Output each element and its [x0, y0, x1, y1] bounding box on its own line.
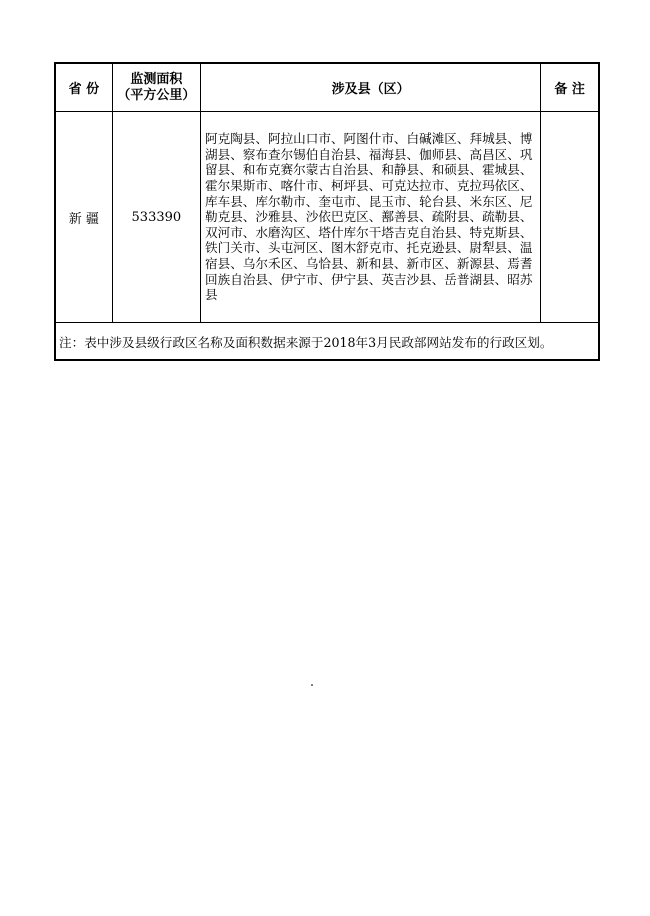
- header-area-line2: （平方公里）: [117, 87, 196, 103]
- cell-counties: [201, 112, 541, 323]
- cell-area: 533390: [112, 112, 200, 323]
- monitoring-area-table: [54, 62, 600, 361]
- table-note: 注：表中涉及县级行政区名称及面积数据来源于2018年3月民政部网站发布的行政区划。: [55, 323, 599, 361]
- cell-remarks: [541, 112, 599, 323]
- header-area-line1: 监测面积: [130, 71, 183, 87]
- cell-province: 新 疆: [55, 112, 112, 323]
- header-remarks: 备 注: [541, 63, 599, 112]
- header-province: 省 份: [55, 63, 112, 112]
- header-area: [112, 63, 200, 112]
- table-header-row: [55, 63, 599, 112]
- table-note-row: [55, 323, 599, 361]
- counties-list: 阿克陶县、阿拉山口市、阿图什市、白碱滩区、拜城县、博湖县、察布查尔锡伯自治县、福海县、伽师县、高昌区、巩留县、和布克赛尔蒙古自治县、和静县、和硕县、霍城县、霍尔果斯市、喀什市、柯坪县、可克达拉市、克拉玛依区、库车县、库尔勒市、奎屯市、昆玉市、轮台县、米东区、尼勒克县、沙雅县、沙依巴克区、鄯善县、疏附县、疏勒县、双河市、水磨沟区、塔什库尔干塔吉克自治县、特克斯县、铁门关市、头屯河区、图木舒克市、托克逊县、尉犁县、温宿县、乌尔禾区、乌恰县、新和县、新市区、新源县、焉耆回族自治县、伊宁市、伊宁县、英吉沙县、岳普湖县、昭苏县: [205, 131, 533, 303]
- table-row: [55, 112, 599, 323]
- header-counties: 涉及县（区）: [201, 63, 541, 112]
- scan-speck: [311, 684, 313, 686]
